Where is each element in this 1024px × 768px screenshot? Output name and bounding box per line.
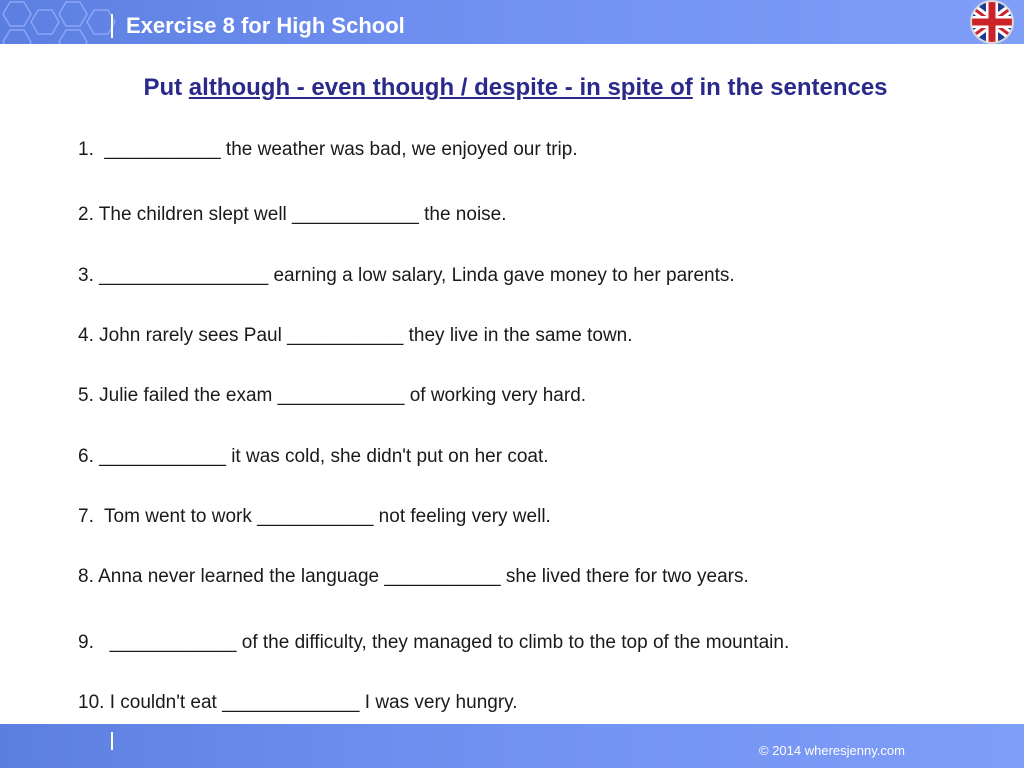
sentence-4: 4. John rarely sees Paul ___________ they live in the same town. (78, 325, 633, 346)
sentence-3: 3. ________________ earning a low salary, Linda gave money to her parents. (78, 265, 735, 286)
instruction-prefix: Put (143, 74, 189, 101)
instruction-options: although - even though / despite - in spite of (188, 74, 693, 101)
sentence-9: 9. ____________ of the difficulty, they managed to climb to the top of the mountain. (78, 632, 790, 653)
footer-divider (111, 732, 113, 750)
header-title: Exercise 8 for High School (126, 13, 405, 38)
instruction-heading (0, 74, 1024, 102)
header-divider (111, 14, 113, 38)
uk-flag-icon (962, 0, 1022, 44)
instruction-suffix: in the sentences (692, 74, 888, 101)
sentence-2: 2. The children slept well ____________ the noise. (78, 204, 507, 225)
sentence-1: 1. ___________ the weather was bad, we enjoyed our trip. (78, 139, 578, 160)
sentence-10: 10. I couldn't eat _____________ I was very hungry. (78, 692, 518, 713)
sentence-8: 8. Anna never learned the language ___________ she lived there for two years. (78, 566, 749, 587)
sentence-6: 6. ____________ it was cold, she didn't put on her coat. (78, 446, 549, 467)
sentence-5: 5. Julie failed the exam ____________ of working very hard. (78, 385, 587, 406)
footer-bar (0, 724, 1024, 768)
sentence-7: 7. Tom went to work ___________ not feeling very well. (78, 506, 551, 527)
copyright-text: © 2014 wheresjenny.com (759, 743, 905, 758)
header-bar (0, 0, 1024, 44)
